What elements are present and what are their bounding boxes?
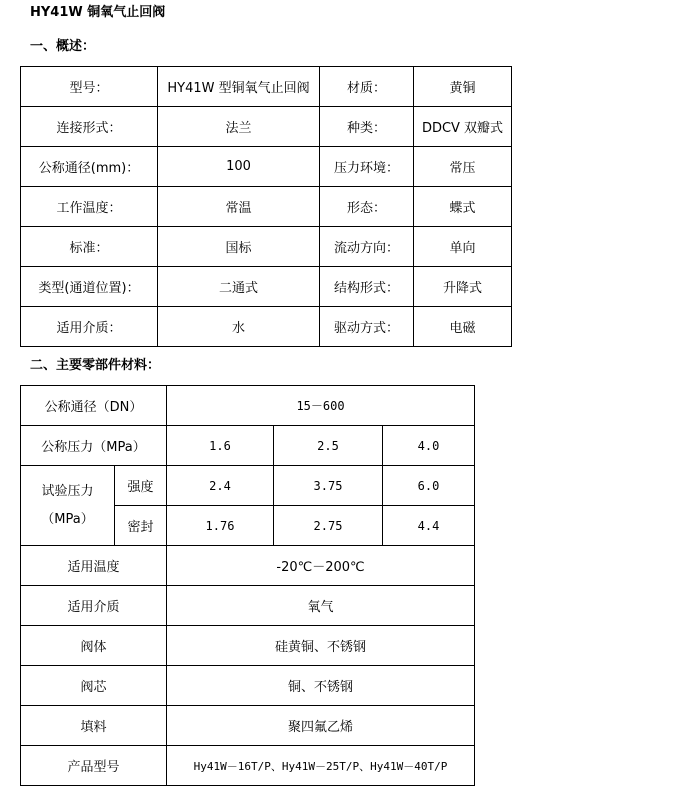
overview-label: 材质： xyxy=(320,67,414,107)
overview-label: 适用介质： xyxy=(21,307,158,347)
medium-value: 氧气 xyxy=(167,586,475,626)
strength-label: 强度 xyxy=(115,466,167,506)
body-label: 阀体 xyxy=(21,626,167,666)
overview-value: 100 xyxy=(158,147,320,187)
model-label: 产品型号 xyxy=(21,746,167,786)
pn-value: 1.6 xyxy=(167,426,274,466)
section-heading-parts: 二、主要零部件材料： xyxy=(30,358,161,373)
table-row xyxy=(21,227,512,267)
temp-value: -20℃－200℃ xyxy=(167,546,475,586)
overview-label: 型号： xyxy=(21,67,158,107)
overview-label: 驱动方式： xyxy=(320,307,414,347)
section-heading-overview: 一、概述： xyxy=(30,39,96,54)
pn-value: 4.0 xyxy=(383,426,475,466)
parts-materials-table xyxy=(20,385,475,786)
test-pressure-label-line1: 试验压力 xyxy=(41,483,94,499)
strength-value: 3.75 xyxy=(274,466,383,506)
core-value: 铜、不锈钢 xyxy=(167,666,475,706)
seal-label: 密封 xyxy=(115,506,167,546)
core-label: 阀芯 xyxy=(21,666,167,706)
strength-value: 6.0 xyxy=(383,466,475,506)
overview-value: HY41W 型铜氧气止回阀 xyxy=(158,67,320,107)
overview-label: 形态： xyxy=(320,187,414,227)
body-value: 硅黄铜、不锈钢 xyxy=(167,626,475,666)
overview-value: 二通式 xyxy=(158,267,320,307)
overview-value: 常温 xyxy=(158,187,320,227)
table-row xyxy=(21,706,475,746)
overview-value: 升降式 xyxy=(414,267,512,307)
seal-value: 2.75 xyxy=(274,506,383,546)
packing-value: 聚四氟乙烯 xyxy=(167,706,475,746)
test-pressure-label xyxy=(21,466,115,546)
overview-value: 国标 xyxy=(158,227,320,267)
overview-value: 单向 xyxy=(414,227,512,267)
overview-label: 种类： xyxy=(320,107,414,147)
page-title: HY41W 铜氧气止回阀 xyxy=(30,5,166,20)
table-row xyxy=(21,187,512,227)
table-row xyxy=(21,586,475,626)
table-row xyxy=(21,307,512,347)
seal-value: 1.76 xyxy=(167,506,274,546)
seal-value: 4.4 xyxy=(383,506,475,546)
packing-label: 填料 xyxy=(21,706,167,746)
dn-label: 公称通径（DN） xyxy=(21,386,167,426)
overview-label: 结构形式： xyxy=(320,267,414,307)
model-value: Hy41W－16T/P、Hy41W－25T/P、Hy41W－40T/P xyxy=(167,746,475,786)
overview-table xyxy=(20,66,512,347)
table-row xyxy=(21,426,475,466)
table-row xyxy=(21,67,512,107)
overview-value: DDCV 双瓣式 xyxy=(414,107,512,147)
table-row xyxy=(21,107,512,147)
table-row xyxy=(21,147,512,187)
overview-label: 公称通径(mm)： xyxy=(21,147,158,187)
pn-value: 2.5 xyxy=(274,426,383,466)
overview-label: 工作温度： xyxy=(21,187,158,227)
dn-value: 15－600 xyxy=(167,386,475,426)
strength-value: 2.4 xyxy=(167,466,274,506)
table-row xyxy=(21,746,475,786)
table-row xyxy=(21,466,475,506)
table-row xyxy=(21,386,475,426)
table-row xyxy=(21,267,512,307)
overview-value: 法兰 xyxy=(158,107,320,147)
pn-label: 公称压力（MPa） xyxy=(21,426,167,466)
test-pressure-label-line2: （MPa） xyxy=(41,511,94,527)
overview-label: 标准： xyxy=(21,227,158,267)
overview-value: 电磁 xyxy=(414,307,512,347)
table-row xyxy=(21,666,475,706)
overview-value: 黄铜 xyxy=(414,67,512,107)
table-row xyxy=(21,626,475,666)
overview-label: 类型(通道位置)： xyxy=(21,267,158,307)
overview-label: 流动方向： xyxy=(320,227,414,267)
overview-label: 连接形式： xyxy=(21,107,158,147)
temp-label: 适用温度 xyxy=(21,546,167,586)
overview-label: 压力环境： xyxy=(320,147,414,187)
overview-value: 常压 xyxy=(414,147,512,187)
table-row xyxy=(21,546,475,586)
overview-value: 水 xyxy=(158,307,320,347)
medium-label: 适用介质 xyxy=(21,586,167,626)
overview-value: 蝶式 xyxy=(414,187,512,227)
